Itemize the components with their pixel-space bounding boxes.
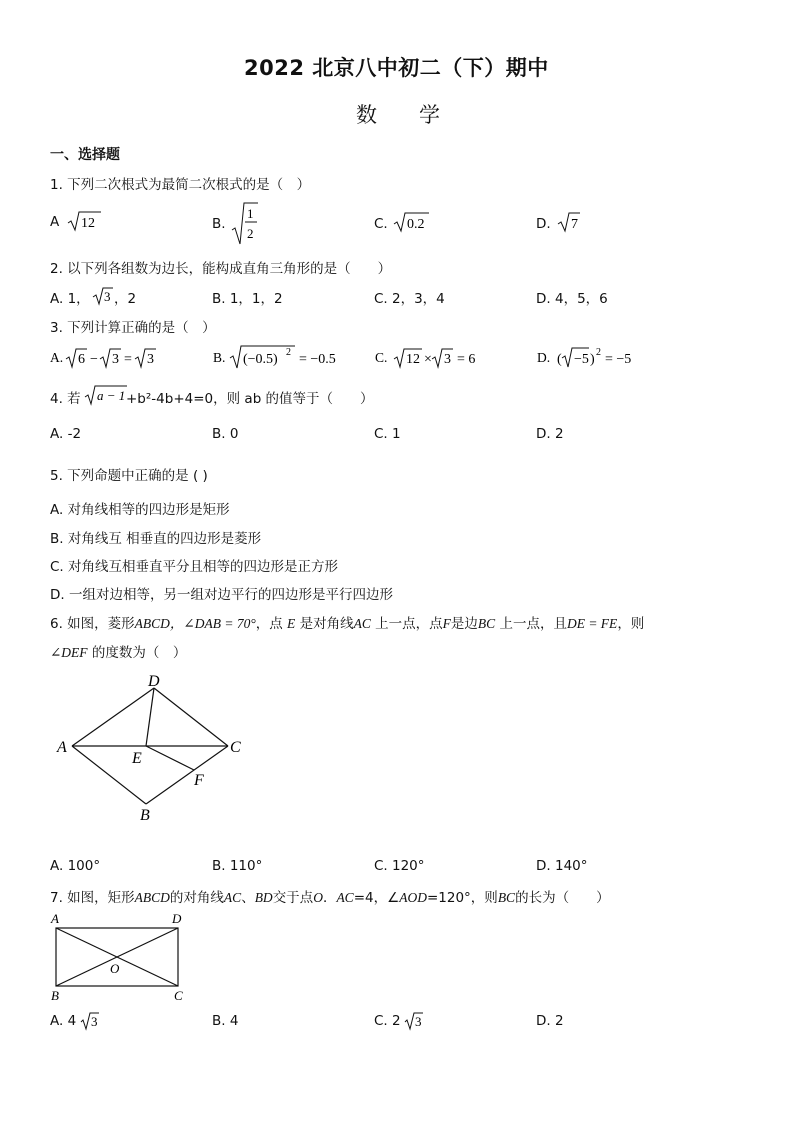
q1-a-radicand: 12 [81,216,95,231]
q1-option-a [50,214,59,230]
q7-a-sqrt [80,1011,100,1031]
q1-b-sqrt [230,200,260,246]
q4-option-a: A. -2 [50,426,82,442]
q6-l1-h: 上一点，点 [375,616,443,632]
q6-l1-e: E [287,616,296,631]
q1-a-label: A [50,214,60,230]
q1-b-numerator: 1 [247,206,254,221]
q3-b-square: 2 [286,347,291,358]
q4-pre: 4. 若 [50,391,81,407]
q3-a-minus: − [90,352,98,367]
q3-a-eq: = [124,352,132,367]
q3-option-c [375,346,485,370]
q4-radicand: a − 1 [97,388,126,403]
q7-p6: BD [254,890,273,905]
q3-a-rad2: 3 [112,352,119,367]
q2-option-d: D. 4，5，6 [536,291,608,307]
q6-line1 [50,612,644,632]
q7-p4: AC [223,890,242,905]
q6-l1-d: ，点 [255,616,283,632]
q6-option-c: C. 120° [374,858,425,874]
q5-stem: 5. 下列命题中正确的是 ( ) [50,468,208,484]
q7-p10: AC [336,890,354,905]
q7-label-a: A [51,911,59,926]
q1-stem: 1. 下列二次根式为最简二次根式的是（ ） [50,177,311,193]
q7-p13: =120°，则 [426,890,498,906]
q4-option-c: C. 1 [374,426,401,442]
q1-c-radicand: 0.2 [407,217,425,232]
page-title: 2022 北京八中初二（下）期中 [244,56,549,80]
q1-option-c-label: C. [374,216,388,232]
q6-l2-b: 的度数为（ ） [91,645,187,661]
q7-p15: 的长为（ ） [515,890,610,906]
q7-c-radicand: 3 [415,1014,422,1029]
q1-option-b-label: B. [212,216,226,232]
q3-a-label: A. [50,350,64,365]
q1-option-d-label: D. [536,216,551,232]
q6-l1-a: 6. 如图，菱形 [50,616,135,632]
q7-stem [50,886,610,906]
q7-label-d: D [172,911,182,926]
q3-c-label: C. [375,350,388,365]
q6-label-b: B [140,807,150,824]
q1-c-sqrt [392,211,430,233]
q7-option-d: D. 2 [536,1013,564,1029]
q4-option-b: B. 0 [212,426,239,442]
q3-a-rad1: 6 [78,352,85,367]
q3-option-d [537,342,652,370]
q5-option-a: A. 对角线相等的四边形是矩形 [50,502,230,518]
q3-stem: 3. 下列计算正确的是（ ） [50,320,216,336]
q7-p11: =4，∠ [353,890,400,906]
q3-d-label: D. [537,350,551,365]
q6-l1-g: AC [353,616,371,631]
q6-l1-m: DE = FE [566,616,618,631]
q6-rhombus-figure [50,668,260,828]
q6-l1-c: ，∠DAB = 70° [169,616,256,631]
q6-l1-j: 是边 [450,616,478,632]
q3-c-rad2: 3 [444,352,451,367]
q2-option-b: B. 1，1，2 [212,291,283,307]
q6-l1-k: BC [477,616,496,631]
q6-option-a: A. 100° [50,858,101,874]
q7-p7: 交于点 [272,890,314,906]
q7-rectangle-figure [48,908,198,1004]
q7-option-c: C. 2 [374,1013,401,1029]
q7-a-radicand: 3 [91,1014,98,1029]
q1-d-radicand: 7 [571,217,578,232]
q3-c-times: × [424,352,432,367]
q6-line2 [50,641,186,661]
section-heading: 一、选择题 [50,147,120,163]
q3-c-rad1: 12 [406,352,420,367]
q2-stem: 2. 以下列各组数为边长，能构成直角三角形的是（ ） [50,261,392,277]
q7-p3: 的对角线 [169,890,224,906]
q3-b-inner: (−0.5) [243,352,278,367]
q7-p14: BC [497,890,516,905]
q5-option-c: C. 对角线互相垂直平分且相等的四边形是正方形 [50,559,339,575]
q3-a-rad3: 3 [147,352,154,367]
q7-p12: AOD [399,890,427,905]
q3-option-a [50,346,170,370]
q7-label-b: B [51,988,59,1003]
q2-a-sqrt [92,286,114,306]
q6-l1-b: ABCD [134,616,170,631]
q2-a-radicand: 3 [104,289,111,304]
q6-label-a: A [57,739,67,756]
q3-d-eq: = −5 [605,352,632,367]
q3-b-label: B. [213,350,226,365]
q7-p2: ABCD [134,890,170,905]
q7-p9: ． [322,890,337,906]
q7-c-sqrt [404,1011,424,1031]
q6-label-d: D [148,673,160,690]
q6-l1-f: 是对角线 [299,616,354,632]
q6-l1-i: F [442,616,451,631]
q4-sqrt [84,384,128,406]
q2-a-tail: ，2 [114,291,137,307]
q6-l2-a: ∠DEF [50,645,88,660]
q4-post: +b²-4b+4=0，则 ab 的值等于（ ） [126,391,374,407]
q7-p1: 7. 如图，矩形 [50,890,135,906]
q2-option-a [50,287,90,307]
q3-d-open: ( [557,352,562,367]
q2-a-text: A. 1， [50,291,90,307]
q3-c-eq: = 6 [457,352,476,367]
q6-label-e: E [132,750,142,767]
q1-b-denominator: 2 [247,226,254,241]
q6-label-c: C [230,739,241,756]
q7-p8: O [313,890,323,905]
q7-label-c: C [174,988,183,1003]
q1-d-sqrt [556,211,582,233]
q3-b-eq: = −0.5 [299,352,336,367]
subject-title: 数 学 [356,103,440,127]
q3-d-close: ) [590,352,595,367]
q4-option-d: D. 2 [536,426,564,442]
q3-d-square: 2 [596,347,601,358]
q6-l1-n: ，则 [617,616,645,632]
q5-option-d: D. 一组对边相等，另一组对边平行的四边形是平行四边形 [50,587,393,603]
q7-option-b: B. 4 [212,1013,239,1029]
q6-l1-l: 上一点，且 [499,616,567,632]
q7-option-a: A. 4 [50,1013,77,1029]
q7-p5: 、 [241,890,255,906]
q3-d-inner: −5 [574,352,589,367]
q2-option-c: C. 2，3，4 [374,291,445,307]
q6-option-b: B. 110° [212,858,263,874]
q3-option-b [213,342,348,370]
q7-label-o: O [110,961,120,976]
q6-option-d: D. 140° [536,858,588,874]
q6-label-f: F [194,772,204,789]
q1-a-sqrt [66,210,102,232]
q5-option-b: B. 对角线互 相垂直的四边形是菱形 [50,531,262,547]
